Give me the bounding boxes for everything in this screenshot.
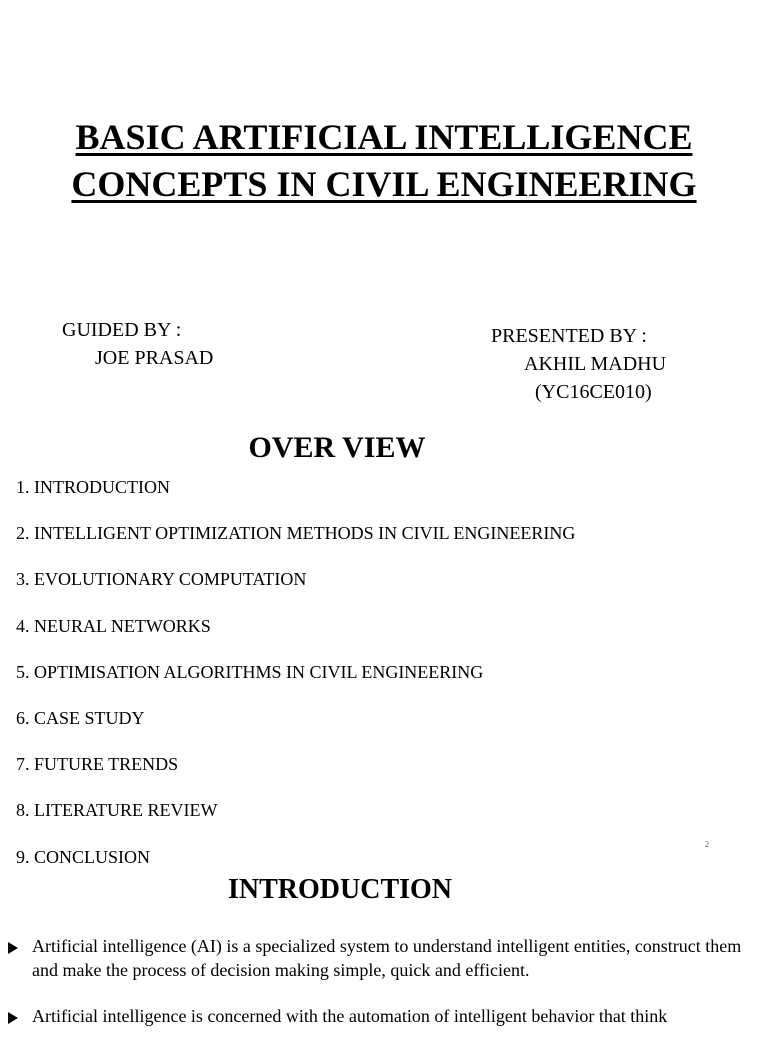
overview-item: 9. CONCLUSION — [16, 846, 151, 867]
introduction-bullets — [6, 934, 746, 1050]
title-line-2: CONCEPTS IN CIVIL ENGINEERING — [71, 164, 697, 204]
presenter-name: AKHIL MADHU — [524, 353, 667, 375]
overview-item: 2. INTELLIGENT OPTIMIZATION METHODS IN CIVIL ENGINEERING — [16, 523, 576, 544]
introduction-heading: INTRODUCTION — [227, 874, 453, 905]
overview-item: 1. INTRODUCTION — [16, 477, 170, 497]
bullet-item — [6, 934, 746, 982]
presented-by-block — [491, 322, 666, 406]
page-number: 2 — [705, 840, 709, 849]
overview-item: 5. OPTIMISATION ALGORITHMS IN CIVIL ENGINEERING — [16, 661, 484, 682]
overview-list — [16, 476, 575, 892]
overview-item: 4. NEURAL NETWORKS — [16, 615, 211, 636]
overview-item: 8. LITERATURE REVIEW — [16, 800, 218, 821]
bullet-text: Artificial intelligence is concerned with the automation of intelligent behavior that think — [32, 1006, 668, 1026]
arrow-bullet-icon — [8, 942, 18, 954]
bullet-text: Artificial intelligence (AI) is a specialized system to understand intelligent entities, construct them and make the process of decision making simple, quick and efficient. — [32, 936, 742, 980]
presented-by-label: PRESENTED BY : — [491, 325, 647, 347]
arrow-bullet-icon — [8, 1012, 18, 1024]
overview-item: 3. EVOLUTIONARY COMPUTATION — [16, 569, 307, 590]
overview-item: 6. CASE STUDY — [16, 707, 145, 728]
presenter-roll-number: (YC16CE010) — [535, 381, 652, 403]
title-line-1: BASIC ARTIFICIAL INTELLIGENCE — [75, 117, 693, 157]
document-title — [0, 114, 768, 208]
overview-item: 7. FUTURE TRENDS — [16, 754, 179, 775]
guide-name: JOE PRASAD — [95, 347, 214, 369]
guided-by-block — [62, 316, 213, 372]
guided-by-label: GUIDED BY : — [62, 319, 182, 341]
bullet-item — [6, 1004, 746, 1028]
overview-heading: OVER VIEW — [248, 431, 426, 464]
